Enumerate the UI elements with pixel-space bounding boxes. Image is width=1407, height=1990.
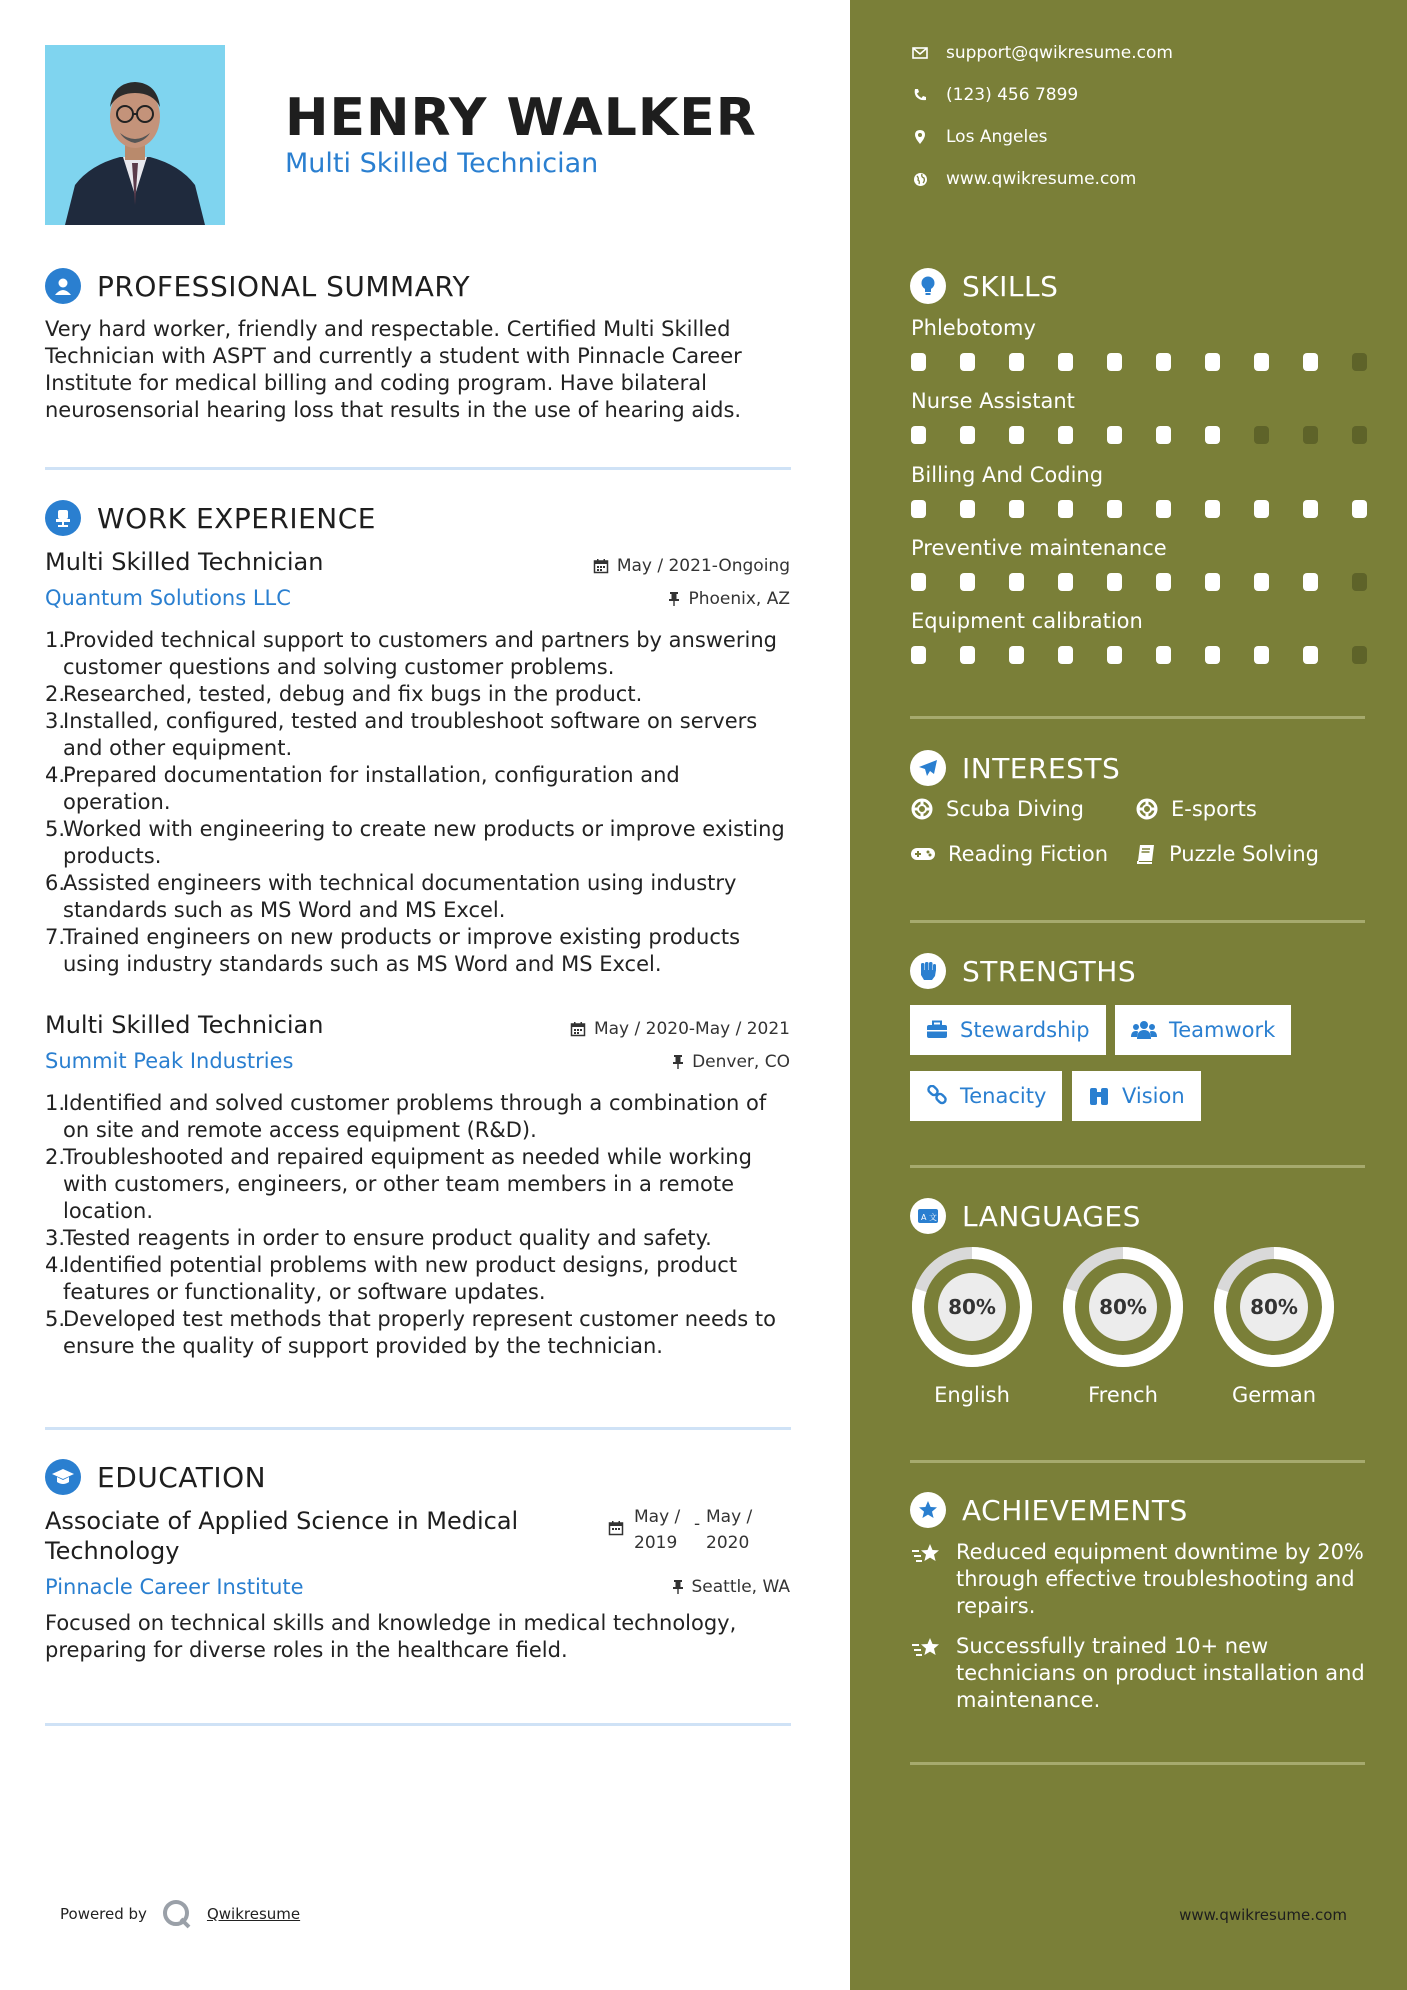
job-title: Multi Skilled Technician: [45, 1011, 324, 1039]
chair-icon: [45, 500, 81, 536]
skill-dot-filled: [960, 500, 975, 518]
svg-text:A: A: [921, 1213, 927, 1222]
language-percent: 80%: [948, 1295, 996, 1319]
language-icon: [910, 1198, 946, 1234]
contact-website[interactable]: [910, 169, 1136, 189]
interest-label: Scuba Diving: [946, 797, 1084, 821]
skill-rating: [911, 646, 1371, 664]
duty-item: 4. Identified potential problems with new product designs, product features or functionality, or software updates.: [45, 1253, 738, 1304]
skill-dot-filled: [1205, 426, 1220, 444]
section-divider: [45, 1723, 791, 1726]
calendar-icon: [570, 1021, 586, 1037]
candidate-name: HENRY WALKER: [285, 88, 757, 148]
pin-icon: [672, 1054, 684, 1070]
briefcase-icon: [926, 1020, 948, 1040]
skill-dot-filled: [1107, 426, 1122, 444]
achievements-title: ACHIEVEMENTS: [962, 1493, 1188, 1527]
qwikresume-logo-icon: [161, 1898, 193, 1930]
language-ring: [1212, 1245, 1336, 1369]
section-divider: [45, 1427, 791, 1430]
contact-phone[interactable]: [910, 85, 1078, 105]
lightbulb-icon: [910, 268, 946, 304]
skill-dot-filled: [1352, 500, 1367, 518]
strengths-heading: [910, 953, 1136, 989]
interests-heading: [910, 750, 1120, 786]
duty-item: 7. Trained engineers on new products or improve existing products using industry standards such as MS Word and MS Excel.: [45, 925, 741, 976]
skill-dot-filled: [1205, 573, 1220, 591]
paper-plane-icon: [910, 750, 946, 786]
pin-icon: [668, 591, 680, 607]
phone-icon: [910, 88, 930, 102]
pin-icon: [672, 1579, 684, 1595]
shooting-star-icon: [910, 1633, 944, 1714]
skill-dot-filled: [911, 646, 926, 664]
language-percent: 80%: [1250, 1295, 1298, 1319]
skill-dot-filled: [1156, 353, 1171, 371]
skill-dot-filled: [1107, 573, 1122, 591]
duty-item: 6. Assisted engineers with technical documentation using industry standards such as MS Word and MS Excel.: [45, 871, 737, 922]
powered-by-label: Powered by: [60, 1905, 147, 1923]
summary-title: PROFESSIONAL SUMMARY: [97, 269, 471, 303]
map-marker-icon: [910, 129, 930, 145]
skill-name: Nurse Assistant: [911, 389, 1075, 413]
skill-dot-filled: [1058, 426, 1073, 444]
star-badge-icon: [910, 1492, 946, 1528]
skill-dot-filled: [960, 646, 975, 664]
skill-dot-filled: [1009, 353, 1024, 371]
education-location-text: Seattle, WA: [691, 1577, 790, 1597]
qwikresume-link[interactable]: Qwikresume: [206, 1905, 301, 1923]
interests-title: INTERESTS: [962, 751, 1121, 785]
duty-item: 3. Tested reagents in order to ensure product quality and safety.: [45, 1226, 712, 1250]
job-date: [593, 556, 790, 576]
strength-chip: [910, 1071, 1062, 1121]
languages-heading: [910, 1198, 1141, 1234]
skill-name: Billing And Coding: [911, 463, 1104, 487]
duty-item: 4. Prepared documentation for installation, configuration and operation.: [45, 763, 680, 814]
job-title: Multi Skilled Technician: [45, 548, 324, 576]
interest-item: [1135, 797, 1257, 821]
job-location-text: Denver, CO: [692, 1052, 790, 1072]
contact-email-text: support@qwikresume.com: [946, 43, 1173, 63]
skill-dot-filled: [1205, 646, 1220, 664]
company-name: Quantum Solutions LLC: [45, 586, 291, 610]
skill-dot-filled: [1205, 500, 1220, 518]
duty-item: 2. Researched, tested, debug and fix bugs in the product.: [45, 682, 643, 706]
achievement-item: [910, 1633, 1370, 1714]
skill-dot-filled: [1058, 573, 1073, 591]
skill-dot-filled: [1303, 573, 1318, 591]
language-item: [1212, 1245, 1336, 1407]
skill-dot-filled: [1303, 500, 1318, 518]
language-ring: [1061, 1245, 1185, 1369]
education-date-separator: -: [694, 1514, 701, 1534]
profile-photo: [45, 45, 225, 225]
interest-item: [910, 797, 1084, 821]
job-location-text: Phoenix, AZ: [688, 589, 790, 609]
fist-icon: [910, 953, 946, 989]
language-name: French: [1088, 1383, 1158, 1407]
skill-dot-empty: [1352, 426, 1367, 444]
duty-item: 1. Identified and solved customer problems through a combination of on site and remote access equipment (R&D).: [45, 1091, 767, 1142]
language-item: [910, 1245, 1034, 1407]
job-location: [672, 1052, 790, 1072]
skill-dot-filled: [960, 573, 975, 591]
section-divider: [45, 467, 791, 470]
education-start: May / 2019: [634, 1507, 681, 1553]
strength-chip: [1072, 1071, 1201, 1121]
interest-label: Puzzle Solving: [1169, 842, 1319, 866]
job-location: [668, 589, 790, 609]
lifebuoy-icon: [1135, 797, 1159, 821]
skill-name: Preventive maintenance: [911, 536, 1167, 560]
skill-rating: [911, 426, 1371, 444]
skill-dot-filled: [960, 353, 975, 371]
strength-label: Tenacity: [960, 1084, 1047, 1108]
summary-text: Very hard worker, friendly and respectable. Certified Multi Skilled Technician with ASPT and currently a student with Pinnacle Career Institute for medical billing and coding program. Have bilateral neurosensorial hearing loss that results in the use of hearing aids.: [45, 317, 742, 422]
section-divider: [910, 1460, 1365, 1463]
job-date-text: May / 2020-May / 2021: [593, 1019, 790, 1039]
duty-item: 5. Developed test methods that properly represent customer needs to ensure the quality of support provided by the technician.: [45, 1307, 776, 1358]
duty-item: 1. Provided technical support to customers and partners by answering customer questions and solving customer problems.: [45, 628, 777, 679]
skill-dot-filled: [1107, 500, 1122, 518]
education-location: [672, 1577, 791, 1597]
user-icon: [45, 268, 81, 304]
skill-dot-filled: [1058, 353, 1073, 371]
skill-dot-empty: [1352, 646, 1367, 664]
skill-dot-filled: [1254, 353, 1269, 371]
skill-name: Equipment calibration: [911, 609, 1143, 633]
skill-rating: [911, 353, 1371, 371]
interest-item: [1135, 842, 1319, 866]
work-title: WORK EXPERIENCE: [97, 501, 376, 535]
skill-dot-empty: [1352, 573, 1367, 591]
strength-label: Stewardship: [960, 1018, 1090, 1042]
skill-dot-filled: [1009, 426, 1024, 444]
strength-chip: [910, 1005, 1106, 1055]
skill-dot-filled: [1009, 500, 1024, 518]
strengths-title: STRENGTHS: [962, 954, 1137, 988]
contact-location: [910, 127, 1048, 147]
section-divider: [910, 1762, 1365, 1765]
strength-chip: [1115, 1005, 1291, 1055]
globe-icon: [910, 172, 930, 187]
book-icon: [1135, 843, 1157, 865]
language-ring: [910, 1245, 1034, 1369]
skill-dot-filled: [1058, 646, 1073, 664]
skill-dot-filled: [1254, 646, 1269, 664]
sidebar: [850, 0, 1407, 1990]
interest-label: Reading Fiction: [948, 842, 1109, 866]
skill-dot-filled: [1205, 353, 1220, 371]
skill-dot-filled: [1303, 646, 1318, 664]
skill-dot-filled: [1107, 353, 1122, 371]
skill-dot-filled: [960, 426, 975, 444]
link-icon: [926, 1085, 948, 1107]
job-date: [570, 1019, 790, 1039]
work-heading: [45, 500, 376, 536]
summary-heading: [45, 268, 470, 304]
powered-by: [60, 1898, 300, 1930]
gamepad-icon: [910, 845, 936, 863]
contact-location-text: Los Angeles: [946, 127, 1048, 147]
skill-dot-filled: [1156, 573, 1171, 591]
skill-dot-filled: [1303, 353, 1318, 371]
duty-list: [45, 627, 785, 978]
duty-list: [45, 1090, 785, 1360]
calendar-icon: [593, 558, 609, 574]
achievements-heading: [910, 1492, 1188, 1528]
skill-dot-filled: [1156, 646, 1171, 664]
shooting-star-icon: [910, 1539, 944, 1620]
degree-title: Associate of Applied Science in Medical Technology: [45, 1507, 519, 1565]
interest-label: E-sports: [1171, 797, 1257, 821]
contact-phone-text: (123) 456 7899: [946, 85, 1079, 105]
education-text: Focused on technical skills and knowledge in medical technology, preparing for diverse roles in the healthcare field.: [45, 1611, 737, 1662]
skill-dot-filled: [911, 353, 926, 371]
section-divider: [910, 920, 1365, 923]
contact-website-text: www.qwikresume.com: [946, 169, 1137, 189]
graduation-cap-icon: [45, 1459, 81, 1495]
skill-dot-filled: [1058, 500, 1073, 518]
company-name: Summit Peak Industries: [45, 1049, 294, 1073]
skill-dot-empty: [1254, 426, 1269, 444]
contact-email[interactable]: [910, 43, 1173, 63]
calendar-icon: [608, 1520, 624, 1536]
skill-dot-filled: [1156, 426, 1171, 444]
education-date: [608, 1504, 766, 1556]
education-title: EDUCATION: [97, 1460, 267, 1494]
envelope-icon: [910, 47, 930, 59]
skill-dot-empty: [1303, 426, 1318, 444]
skill-dot-filled: [911, 426, 926, 444]
skills-heading: [910, 268, 1058, 304]
strength-label: Vision: [1122, 1084, 1185, 1108]
section-divider: [910, 1165, 1365, 1168]
duty-item: 5. Worked with engineering to create new products or improve existing products.: [45, 817, 785, 868]
footer-website[interactable]: www.qwikresume.com: [1179, 1906, 1347, 1924]
skill-name: Phlebotomy: [911, 316, 1036, 340]
strength-label: Teamwork: [1169, 1018, 1276, 1042]
education-end: May / 2020: [706, 1507, 753, 1553]
skill-rating: [911, 500, 1371, 518]
language-item: [1061, 1245, 1185, 1407]
binoculars-icon: [1088, 1085, 1110, 1107]
languages-title: LANGUAGES: [962, 1199, 1141, 1233]
duty-item: 3. Installed, configured, tested and troubleshoot software on servers and other equipment.: [45, 709, 758, 760]
school-name: Pinnacle Career Institute: [45, 1575, 304, 1599]
duty-item: 2. Troubleshooted and repaired equipment as needed while working with customers, engineers, or other team members in a remote location.: [45, 1145, 752, 1223]
skill-dot-filled: [1107, 646, 1122, 664]
skill-dot-empty: [1352, 353, 1367, 371]
skill-dot-filled: [1254, 500, 1269, 518]
skill-rating: [911, 573, 1371, 591]
job-date-text: May / 2021-Ongoing: [616, 556, 790, 576]
skill-dot-filled: [1009, 573, 1024, 591]
candidate-title: Multi Skilled Technician: [285, 148, 599, 179]
language-name: German: [1231, 1383, 1317, 1407]
education-heading: [45, 1459, 266, 1495]
achievement-text: Successfully trained 10+ new technicians on product installation and maintenance.: [956, 1634, 1365, 1712]
lifebuoy-icon: [910, 797, 934, 821]
section-divider: [910, 716, 1365, 719]
skill-dot-filled: [1254, 573, 1269, 591]
skill-dot-filled: [911, 573, 926, 591]
achievement-text: Reduced equipment downtime by 20% through effective troubleshooting and repairs.: [956, 1540, 1364, 1618]
users-icon: [1131, 1020, 1157, 1040]
skill-dot-filled: [1156, 500, 1171, 518]
skills-title: SKILLS: [962, 269, 1059, 303]
skill-dot-filled: [911, 500, 926, 518]
svg-text:文: 文: [929, 1213, 937, 1222]
skill-dot-filled: [1009, 646, 1024, 664]
language-percent: 80%: [1099, 1295, 1147, 1319]
achievement-item: [910, 1539, 1370, 1620]
interest-item: [910, 842, 1108, 866]
language-name: English: [934, 1383, 1010, 1407]
